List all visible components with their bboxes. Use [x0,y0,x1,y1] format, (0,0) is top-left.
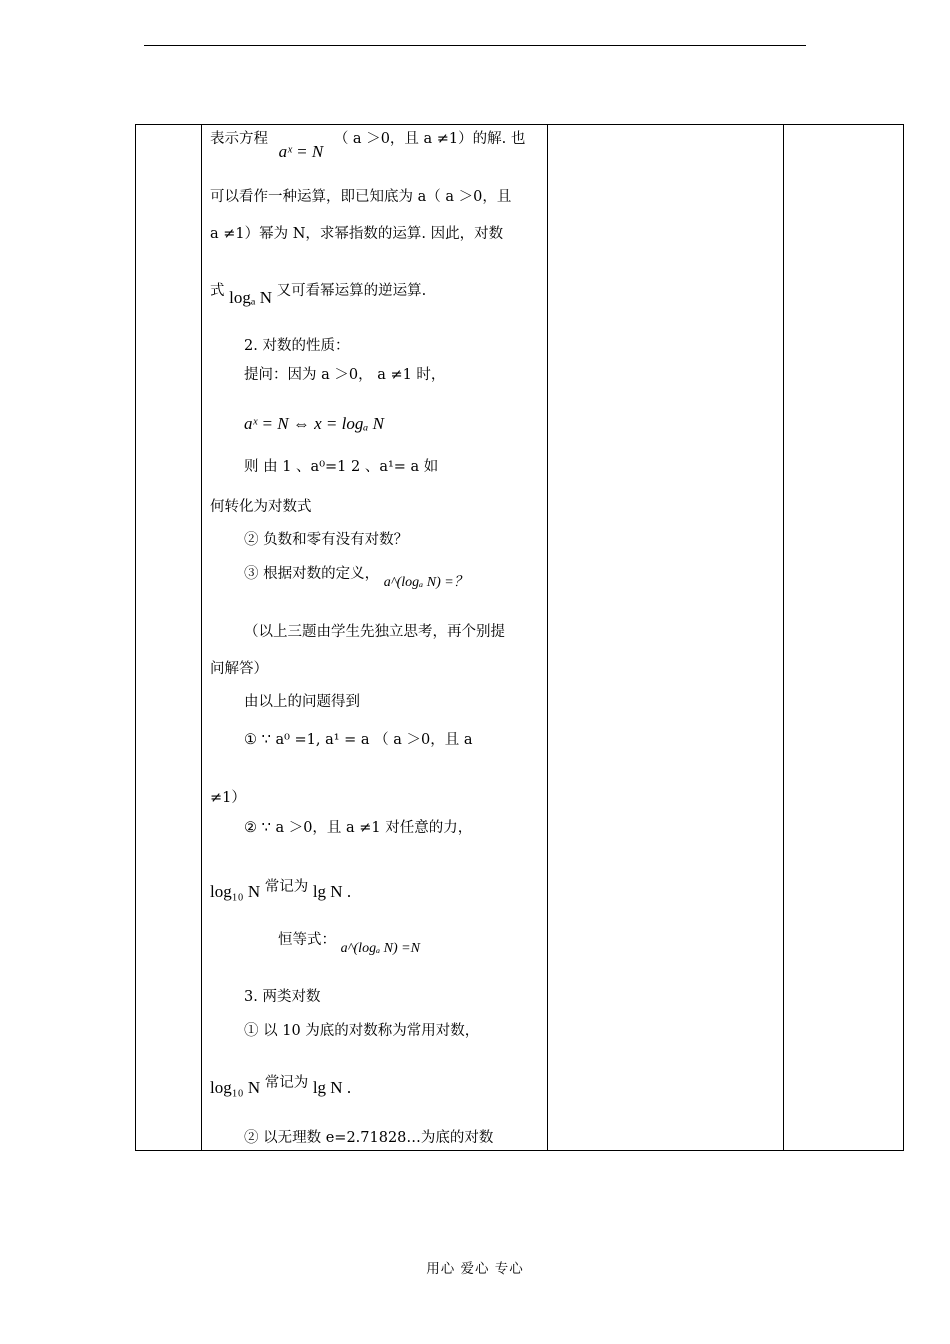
log10-line-a [210,876,352,901]
common-log-line: ① 以 10 为底的对数称为常用对数， [244,1023,480,1039]
math-log-expression: logₐ N [229,288,273,307]
math-lg: lg N . [312,882,352,901]
result-2: ② ∵ a ＞0，且 a ≠1 对任意的力， [244,820,473,836]
math-log10: log₁₀ N [210,1078,261,1097]
section-3-title: 3. 两类对数 [244,989,321,1005]
math-lg: lg N . [312,1078,352,1097]
conversion-line: 何转化为对数式 [210,499,312,515]
text-fragment: 又可看幂运算的逆运算. [276,283,427,299]
text-fragment: 常记为 [264,1075,309,1091]
result-1: ① ∵ a⁰ =1, a¹ = a （ a ＞0，且 a [244,732,473,748]
column-divider-3 [783,125,784,1150]
result-1-continued: ≠1） [210,790,246,806]
page-footer: 用心 爱心 专心 [426,1261,524,1277]
definition-line-1 [210,128,526,161]
math-equivalence: aˣ = N ⇔ x = logₐ N [244,414,384,433]
header-rule [144,45,806,46]
result-intro: 由以上的问题得到 [244,694,360,710]
math-log10: log₁₀ N [210,882,261,901]
text-fragment: 表示方程 [210,131,268,147]
then-line: 则 由 1 、a⁰=1 2 、a¹= a 如 [244,459,439,475]
definition-line-4 [210,280,427,307]
column-divider-1 [201,125,202,1150]
natural-log-line: ② 以无理数 e=2.71828…为底的对数 [244,1130,494,1146]
lesson-content [210,124,542,1151]
section-2-title: 2. 对数的性质： [244,338,350,354]
question-3 [244,564,468,590]
text-fragment: 式 [210,283,225,299]
math-identity: a^(logₐ N) =N [340,941,420,956]
math-exponential-equation: aˣ = N [278,142,324,161]
note-line-1: （以上三题由学生先独立思考，再个别提 [244,624,505,640]
column-divider-2 [547,125,548,1150]
section-2-question: 提问：因为 a ＞0， a ≠1 时， [244,367,446,383]
identity-line [278,930,420,956]
definition-line-2: 可以看作一种运算，即已知底为 a（ a ＞0，且 [210,189,512,205]
definition-line-3: a ≠1）幂为 N，求幂指数的运算. 因此，对数 [210,226,504,242]
text-fragment: 常记为 [264,879,309,895]
log10-line-b [210,1072,352,1097]
text-fragment: 恒等式： [278,932,336,948]
note-line-2: 问解答） [210,661,268,677]
text-fragment: （ a ＞0，且 a ≠1）的解. 也 [333,131,526,147]
question-2: ② 负数和零有没有对数？ [244,532,409,548]
text-fragment: ③ 根据对数的定义， [244,566,380,582]
math-log-identity: a^(logₐ N) =？ [383,575,468,590]
